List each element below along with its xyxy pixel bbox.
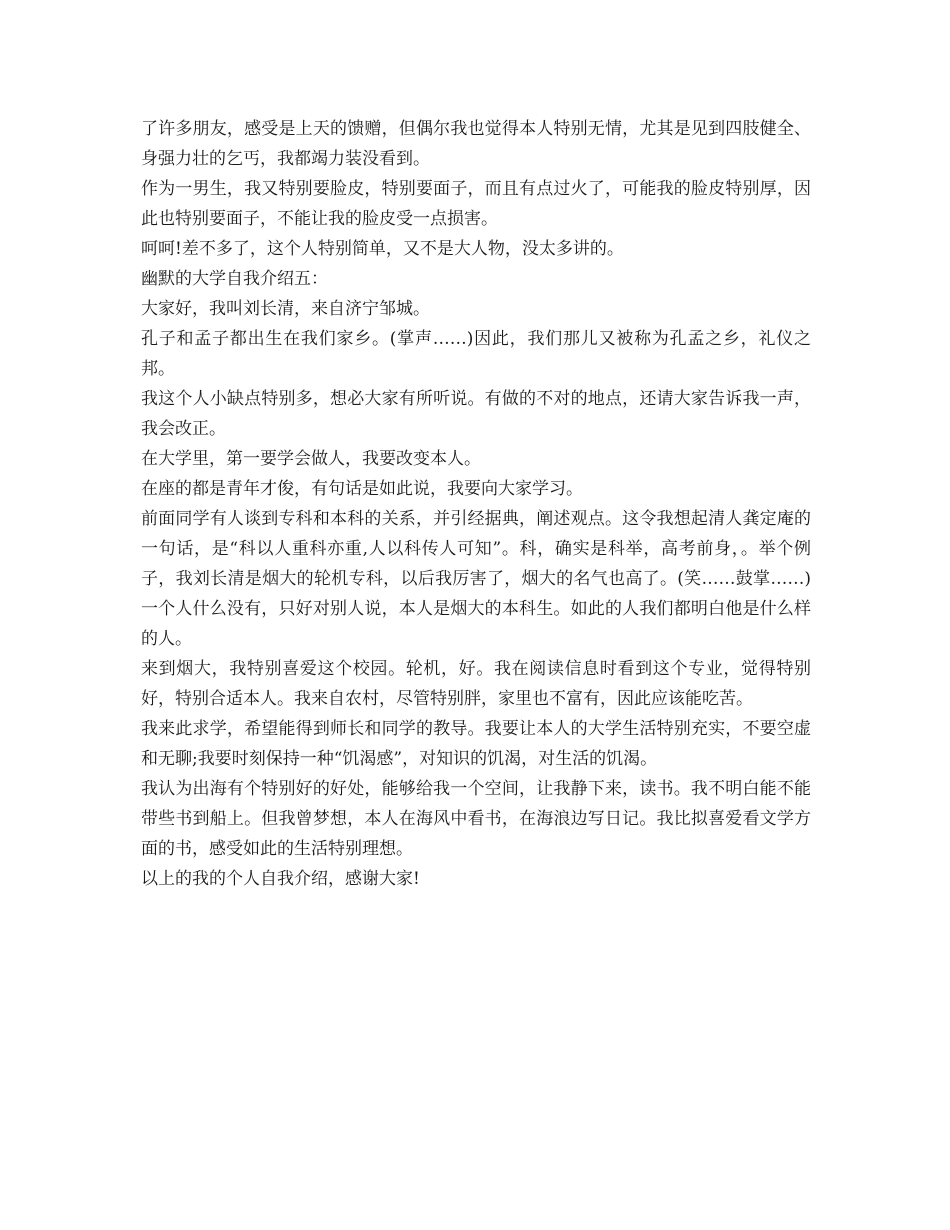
paragraph: 前面同学有人谈到专科和本科的关系，并引经据典，阐述观点。这令我想起清人龚定庵的一句话，是“科以人重科亦重,人以科传人可知”。科，确实是科举，高考前身，。举个例子，我刘长清是烟大的轮机专科，以后我厉害了，烟大的名气也高了。(笑……鼓掌……)一个人什么没有，只好对别人说，本人是烟大的本科生。如此的人我们都明白他是什么样的人。	[141, 509, 811, 649]
closing-paragraph: 以上的我的个人自我介绍，感谢大家!	[141, 869, 420, 889]
paragraph: 了许多朋友，感受是上天的馈赠，但偶尔我也觉得本人特别无情，尤其是见到四肢健全、身强力壮的乞丐，我都竭力装没看到。	[141, 119, 811, 169]
paragraph: 大家好，我叫刘长清，来自济宁邹城。	[141, 299, 430, 319]
paragraph: 我这个人小缺点特别多，想必大家有所听说。有做的不对的地点，还请大家告诉我一声，我会改正。	[141, 389, 811, 439]
paragraph: 作为一男生，我又特别要脸皮，特别要面子，而且有点过火了，可能我的脸皮特别厚，因此也特别要面子，不能让我的脸皮受一点损害。	[141, 179, 811, 229]
paragraph: 我来此求学，希望能得到师长和同学的教导。我要让本人的大学生活特别充实，不要空虚和无聊;我要时刻保持一种“饥渴感”，对知识的饥渴，对生活的饥渴。	[141, 719, 811, 769]
paragraph: 在座的都是青年才俊，有句话是如此说，我要向大家学习。	[141, 479, 583, 499]
document-body	[141, 114, 811, 894]
paragraph: 在大学里，第一要学会做人，我要改变本人。	[141, 449, 481, 469]
paragraph: 来到烟大，我特别喜爱这个校园。轮机，好。我在阅读信息时看到这个专业，觉得特别好，特别合适本人。我来自农村，尽管特别胖，家里也不富有，因此应该能吃苦。	[141, 659, 811, 709]
paragraph: 孔子和孟子都出生在我们家乡。(掌声……)因此，我们那儿又被称为孔孟之乡，礼仪之邦。	[141, 329, 811, 379]
paragraph: 呵呵!差不多了，这个人特别简单，又不是大人物，没太多讲的。	[141, 239, 624, 259]
paragraph: 我认为出海有个特别好的好处，能够给我一个空间，让我静下来，读书。我不明白能不能带些书到船上。但我曾梦想，本人在海风中看书，在海浪边写日记。我比拟喜爱看文学方面的书，感受如此的生活特别理想。	[141, 779, 811, 859]
section-heading: 幽默的大学自我介绍五：	[141, 269, 328, 289]
